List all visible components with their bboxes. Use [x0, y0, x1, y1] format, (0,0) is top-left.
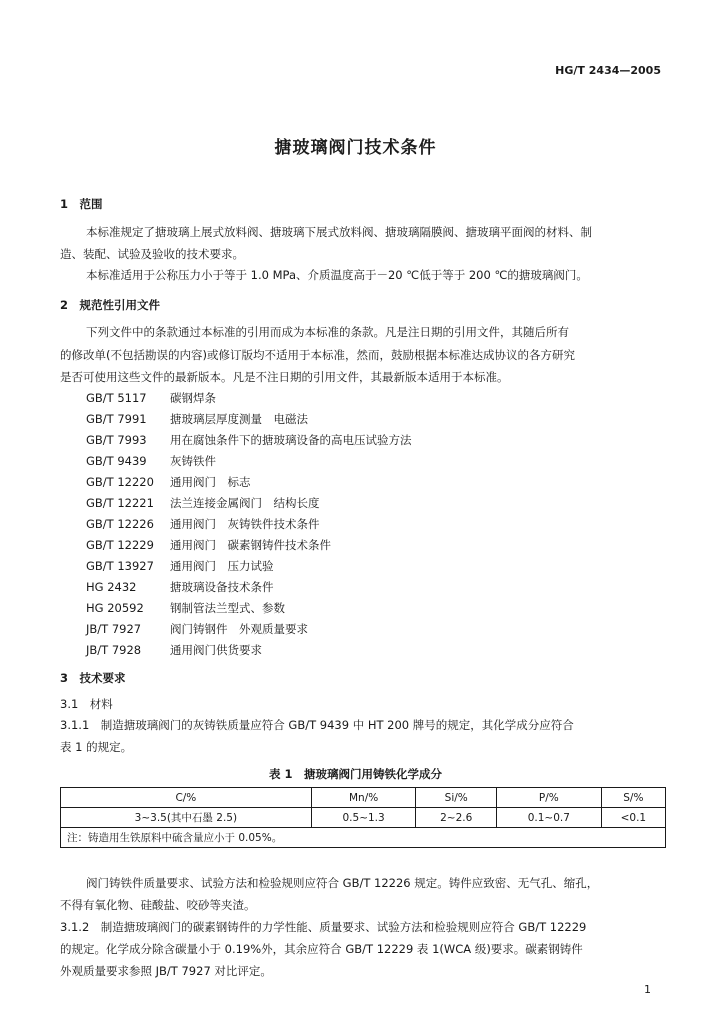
reference-item: [86, 495, 320, 511]
reference-item: [86, 432, 412, 448]
reference-code: HG 20592: [86, 601, 144, 615]
table-header-cell: S/%: [601, 788, 665, 808]
reference-code: GB/T 5117: [86, 391, 147, 405]
reference-name: 法兰连接金属阀门 结构长度: [170, 496, 320, 510]
reference-code: GB/T 12221: [86, 496, 154, 510]
section-2-paragraph-cont-1: 的修改单(不包括勘误的内容)或修订版均不适用于本标准，然而，鼓励根据本标准达成协议的各方研究: [60, 348, 575, 362]
section-2-paragraph: 下列文件中的条款通过本标准的引用而成为本标准的条款。凡是注日期的引用文件，其随后所有: [86, 325, 569, 339]
reference-name: 通用阀门 标志: [170, 475, 251, 489]
reference-code: GB/T 9439: [86, 454, 147, 468]
reference-name: 钢制管法兰型式、参数: [170, 601, 285, 615]
reference-item: [86, 537, 331, 553]
section-2-paragraph-cont-2: 是否可使用这些文件的最新版本。凡是不注日期的引用文件，其最新版本适用于本标准。: [60, 370, 509, 384]
section-1-paragraph-1: 本标准规定了搪玻璃上展式放料阀、搪玻璃下展式放料阀、搪玻璃隔膜阀、搪玻璃平面阀的材料、制: [86, 225, 592, 239]
table-cell: 2~2.6: [416, 808, 496, 828]
clause-3-1-2-cont-2: 外观质量要求参照 JB/T 7927 对比评定。: [60, 964, 272, 978]
reference-name: 用在腐蚀条件下的搪玻璃设备的高电压试验方法: [170, 433, 412, 447]
table-cell: 0.1~0.7: [496, 808, 601, 828]
reference-name: 搪玻璃设备技术条件: [170, 580, 274, 594]
table-header-cell: Si/%: [416, 788, 496, 808]
section-2-heading: 2 规范性引用文件: [60, 298, 161, 312]
clause-3-1-2-cont-1: 的规定。化学成分除含碳量小于 0.19%外，其余应符合 GB/T 12229 表 1(WCA 级)要求。碳素钢铸件: [60, 942, 583, 956]
table-header-cell: C/%: [61, 788, 312, 808]
clause-3-1-1-cont: 表 1 的规定。: [60, 740, 133, 754]
section-3-heading: 3 技术要求: [60, 671, 126, 685]
table-note-row: [61, 828, 666, 848]
reference-name: 通用阀门 碳素钢铸件技术条件: [170, 538, 331, 552]
reference-item: [86, 516, 320, 532]
standard-code: HG/T 2434—2005: [555, 64, 661, 77]
table-row: [61, 808, 666, 828]
reference-item: [86, 411, 308, 427]
table-cell: 3~3.5(其中石墨 2.5): [61, 808, 312, 828]
reference-name: 阀门铸钢件 外观质量要求: [170, 622, 308, 636]
section-1-heading: 1 范围: [60, 197, 103, 211]
reference-item: [86, 474, 251, 490]
clause-3-1-2: 3.1.2 制造搪玻璃阀门的碳素钢铸件的力学性能、质量要求、试验方法和检验规则应符合 GB/T 12229: [60, 920, 587, 934]
table-header-cell: Mn/%: [311, 788, 416, 808]
reference-name: 灰铸铁件: [170, 454, 216, 468]
reference-code: HG 2432: [86, 580, 137, 594]
clause-3-1-1: 3.1.1 制造搪玻璃阀门的灰铸铁质量应符合 GB/T 9439 中 HT 200 牌号的规定，其化学成分应符合: [60, 718, 574, 732]
reference-name: 通用阀门 灰铸铁件技术条件: [170, 517, 320, 531]
table-caption: 表 1 搪玻璃阀门用铸铁化学成分: [268, 767, 442, 781]
reference-name: 通用阀门供货要求: [170, 643, 262, 657]
table-header-row: [61, 788, 666, 808]
table-header-cell: P/%: [496, 788, 601, 808]
document-title: 搪玻璃阀门技术条件: [274, 138, 437, 158]
reference-code: JB/T 7928: [86, 643, 142, 657]
reference-item: [86, 579, 274, 595]
reference-code: GB/T 7993: [86, 433, 147, 447]
reference-name: 搪玻璃层厚度测量 电磁法: [170, 412, 308, 426]
reference-code: JB/T 7927: [86, 622, 142, 636]
reference-item: [86, 453, 216, 469]
page-number: 1: [644, 983, 651, 996]
table-cell: 0.5~1.3: [311, 808, 416, 828]
table-cell: <0.1: [601, 808, 665, 828]
section-1-paragraph-1-cont: 造、装配、试验及验收的技术要求。: [60, 247, 244, 261]
reference-code: GB/T 7991: [86, 412, 147, 426]
reference-name: 碳钢焊条: [170, 391, 216, 405]
reference-item: [86, 642, 262, 658]
reference-item: [86, 600, 285, 616]
table-note: 注：铸造用生铁原料中硫含量应小于 0.05%。: [61, 828, 666, 848]
subsection-3-1-heading: 3.1 材料: [60, 697, 113, 711]
reference-code: GB/T 12220: [86, 475, 154, 489]
reference-code: GB/T 12229: [86, 538, 154, 552]
reference-name: 通用阀门 压力试验: [170, 559, 274, 573]
chemical-composition-table: [60, 787, 666, 848]
reference-item: [86, 390, 216, 406]
castings-quality-paragraph-cont: 不得有氧化物、硅酸盐、咬砂等夹渣。: [60, 898, 256, 912]
reference-item: [86, 621, 308, 637]
reference-code: GB/T 12226: [86, 517, 154, 531]
reference-item: [86, 558, 274, 574]
reference-code: GB/T 13927: [86, 559, 154, 573]
section-1-paragraph-2: 本标准适用于公称压力小于等于 1.0 MPa、介质温度高于－20 ℃低于等于 200 ℃的搪玻璃阀门。: [86, 268, 588, 282]
castings-quality-paragraph: 阀门铸铁件质量要求、试验方法和检验规则应符合 GB/T 12226 规定。铸件应致密、无气孔、缩孔，: [86, 876, 599, 890]
